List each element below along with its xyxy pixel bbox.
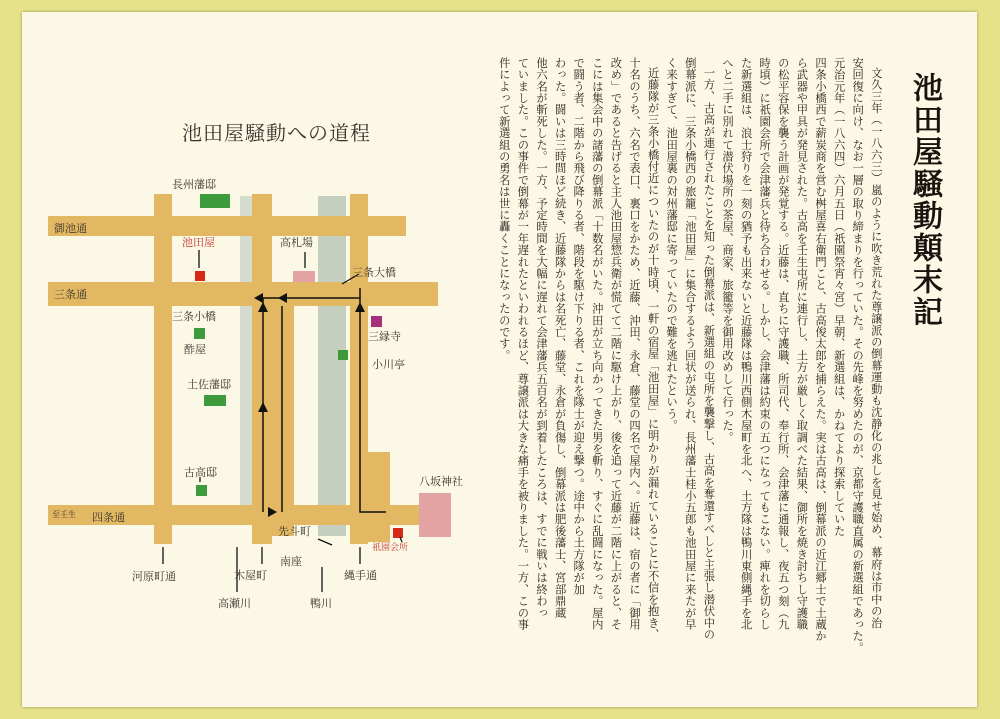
ikedaya-label: 池田屋 <box>182 236 215 249</box>
sanjo-kobashi-label: 三条小橋 <box>172 310 216 323</box>
article-column: 件によって新選組の勇名は世に轟くことになったのです。 <box>497 57 511 362</box>
article-title: 池田屋騒動顛末記 <box>907 72 942 328</box>
kiyamachi-road <box>252 194 272 544</box>
info-board <box>22 12 977 707</box>
gion-kaisho-label: 祇園会所 <box>372 543 409 553</box>
kawaramachi-road <box>154 194 172 544</box>
minamiza-label: 南座 <box>280 555 302 568</box>
article-column: く来すぎて、池田屋裏の対州藩邸に寄っていたので難を逃れたという。 <box>665 57 679 432</box>
article-column: こには集会中の諸藩の倒幕派「十数名がいた。沖田が立ち向かってきた男を斬り、すぐに乱闘になった。屋内 <box>590 57 604 631</box>
article-column: 文久三年（一八六三）嵐のように吹き荒れた尊譲派の倒幕運動も沈静化の兆しを見せ始め、幕府は市中の治 <box>869 67 883 629</box>
article-text <box>489 57 882 677</box>
kamogawa-label: 鴨川 <box>310 597 332 610</box>
sanjo-label: 三条通 <box>54 288 87 301</box>
article-column: ら武器や甲具が発見された。古高を壬生屯所に連行し、土方が厳しく取調べた結果、御所を焼き討ちし守護職 <box>795 57 809 631</box>
article-column: へと二手に別れて潜伏場所の茶屋、商家、旅籠等を御用改めして行った。 <box>720 57 734 444</box>
mibu-label: 至壬生 <box>52 510 76 519</box>
kawaramachi-label: 河原町通 <box>132 570 176 583</box>
takase-river <box>240 196 252 506</box>
tosa-marker <box>204 395 226 406</box>
sakaya-label: 酢屋 <box>184 343 206 356</box>
takafuda-label: 高札場 <box>280 236 313 249</box>
yasaka-label: 八坂神社 <box>419 475 463 488</box>
ogawatei-marker <box>338 350 348 360</box>
sanenji-label: 三縁寺 <box>368 330 401 343</box>
article-column: で闘う者、二階から飛び降りる者、階段を駆け下りる者、これを隊士が迎え撃つ。途中から土方隊が加 <box>572 57 586 596</box>
article-column: 時頃）に祇園会所で会津藩兵と待ち合わせる。しかし、会津藩は約束の五つになってもこない。痺れを切らし <box>758 57 772 631</box>
shijo-label: 四条通 <box>92 511 125 524</box>
nawate-road <box>350 194 368 544</box>
article-column: 安回復に向け、なお一層の取り締まりを行っていた。その先峰を努めたのが、京都守護職直属の新選組であった。 <box>851 57 865 654</box>
pointer-arrow <box>318 539 332 545</box>
nawate-label: 縄手通 <box>344 569 377 582</box>
sanenji-marker <box>371 316 382 327</box>
article-column: 近藤隊が三条小橋付近についたのが十時頃、一軒の宿屋「池田屋」に明かりが漏れていることに不信を抱き、 <box>646 67 660 641</box>
map-title: 池田屋騒動への道程 <box>182 121 371 145</box>
sakaya-marker <box>194 328 205 339</box>
ikedaya-marker <box>195 271 205 281</box>
article-column: た新選組は、浪士狩りを一刻の猶予も出来ないと近藤隊は鴨川西側木屋町を北へ、土方隊は鴨川東側縄手を北 <box>739 57 753 631</box>
choshu-label: 長州藩邸 <box>172 178 216 191</box>
article-column: 倒幕派に、三条小橋西の旅籠「池田屋」に集合するよう回状が送られ、長州藩士桂小五郎も池田屋に来たが早 <box>683 57 697 631</box>
sanjo-ohashi-label: 三条大橋 <box>352 266 396 279</box>
article-column: 四条小橋西で薪炭商を営む桝屋喜右衛門こと、古高俊太郎を捕らえた。実は古高は、倒幕派の近江郷士で土蔵か <box>813 57 827 642</box>
sanjo-road <box>48 282 438 306</box>
ogawatei-label: 小川亭 <box>372 358 405 371</box>
article-column: 元治元年（一八六四）六月五日（祇園祭宵々宮）早朝、新選組は、かねてより探索していた <box>832 57 846 537</box>
article-column: ていました。この事件で倒幕が一年遅れたといわれるほど、尊譲派は大きな痛手を被りました。一方、この事 <box>516 57 530 631</box>
takasegawa-label: 高瀬川 <box>218 597 251 610</box>
pontocho-label: 先斗町 <box>278 525 311 538</box>
yasaka-marker <box>419 493 451 537</box>
kotaka-label: 古高邸 <box>184 466 217 479</box>
gion-kaisho-marker <box>393 528 403 538</box>
pontocho-road <box>272 306 294 536</box>
takafuda-marker <box>293 271 315 282</box>
article-column: 一方、古高が連行されたことを知った倒幕派は、新選組の屯所を襲撃し、古高を奪還すべしと主張し潜伏中の <box>702 67 716 641</box>
choshu-marker <box>200 194 230 208</box>
tosa-label: 土佐藩邸 <box>187 378 231 391</box>
article-column: 他六名が斬死した。一方、予定時間を大幅に遅れて会津藩兵五百名が到着したころは、すでに戦いは終わっ <box>534 57 548 619</box>
article-column: わった。闘いは三時間ほど続き、近藤隊からは名死亡、藤堂、永倉が負傷し、倒幕派は肥後藩士、宮部鼎蔵 <box>553 57 567 619</box>
kiyamachi-label: 木屋町 <box>234 569 267 582</box>
article-column: の松平容保を襲う計画が発覚する。近藤は、直ちに守護職、所司代、奉行所、会津藩に通報し、夜五つ刻（九 <box>776 57 790 631</box>
article-column: 十名のうち、六名で表口、裏口をかため、近藤、沖田、永倉、藤堂の四名で屋内へ。近藤は、宿の者に「御用 <box>627 57 641 631</box>
article-column: 改め」であると告げると主人池田屋惣兵衛が慌てて二階に駆け上がり、後を追って近藤が二階に上がると、そ <box>609 57 623 631</box>
kotaka-marker <box>196 485 207 496</box>
oike-label: 御池通 <box>54 222 87 235</box>
kamogawa-river <box>318 196 346 536</box>
gion-road <box>368 452 390 542</box>
